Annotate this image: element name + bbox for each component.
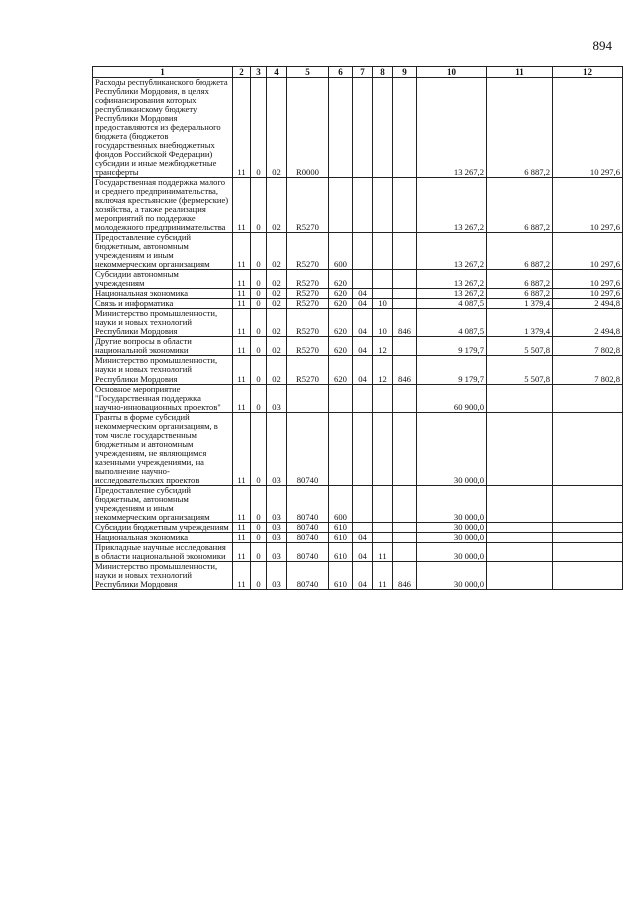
cell-expense-type: 610 (329, 522, 353, 532)
cell-code-3: 0 (251, 356, 267, 384)
cell-section: 04 (353, 337, 373, 356)
cell-item-name: Министерство промышленности, науки и новых технологий Республики Мордовия (93, 309, 233, 337)
cell-code-3: 0 (251, 78, 267, 178)
cell-code-2: 11 (233, 78, 251, 178)
cell-amount-col-10: 13 267,2 (417, 178, 487, 233)
cell-target-article: R5270 (287, 178, 329, 233)
cell-item-name: Субсидии автономным учреждениям (93, 270, 233, 289)
cell-subsection (373, 485, 393, 522)
cell-code-3: 0 (251, 384, 267, 412)
cell-amount-col-10: 9 179,7 (417, 337, 487, 356)
cell-item-name: Национальная экономика (93, 289, 233, 299)
cell-code-2: 11 (233, 299, 251, 309)
cell-amount-col-11: 5 507,8 (487, 356, 553, 384)
cell-expense-type: 600 (329, 233, 353, 270)
cell-target-article: 80740 (287, 522, 329, 532)
cell-code-3: 0 (251, 485, 267, 522)
cell-item-name: Основное мероприятие "Государственная поддержка научно-инновационных проектов" (93, 384, 233, 412)
cell-target-article: 80740 (287, 412, 329, 485)
header-cell: 5 (287, 67, 329, 78)
table-row (93, 78, 623, 178)
header-cell: 1 (93, 67, 233, 78)
header-cell: 6 (329, 67, 353, 78)
cell-amount-col-10: 13 267,2 (417, 233, 487, 270)
cell-target-article: R5270 (287, 233, 329, 270)
cell-amount-col-12: 7 802,8 (553, 356, 623, 384)
cell-code-4: 03 (267, 522, 287, 532)
cell-item-name: Расходы республиканского бюджета Республики Мордовия, в целях софинансирования которых республиканскому бюджету Республики Мордовия предоставляются из федерального бюджета (бюджетов государственных внебюджетных фондов Российской Федерации) субсидии и иные межбюджетные трансферты (93, 78, 233, 178)
cell-target-article: R5270 (287, 356, 329, 384)
cell-subsection (373, 412, 393, 485)
cell-subsection: 10 (373, 299, 393, 309)
cell-code-2: 11 (233, 532, 251, 542)
cell-target-article (287, 384, 329, 412)
cell-expense-type: 620 (329, 299, 353, 309)
cell-code-3: 0 (251, 337, 267, 356)
table-row (93, 384, 623, 412)
cell-amount-col-12: 10 297,6 (553, 270, 623, 289)
cell-section (353, 233, 373, 270)
header-cell: 4 (267, 67, 287, 78)
cell-section (353, 270, 373, 289)
cell-section: 04 (353, 356, 373, 384)
cell-code-2: 11 (233, 337, 251, 356)
cell-code-3: 0 (251, 299, 267, 309)
cell-code-4: 02 (267, 78, 287, 178)
cell-code-4: 02 (267, 337, 287, 356)
cell-amount-col-10: 30 000,0 (417, 542, 487, 561)
table-row (93, 356, 623, 384)
header-cell: 8 (373, 67, 393, 78)
cell-amount-col-11 (487, 542, 553, 561)
cell-subsection: 12 (373, 337, 393, 356)
cell-amount-col-10: 30 000,0 (417, 485, 487, 522)
cell-ministry-code (393, 299, 417, 309)
cell-item-name: Прикладные научные исследования в области национальной экономики (93, 542, 233, 561)
cell-code-3: 0 (251, 270, 267, 289)
cell-ministry-code (393, 542, 417, 561)
cell-code-2: 11 (233, 233, 251, 270)
cell-code-2: 11 (233, 270, 251, 289)
cell-expense-type: 620 (329, 270, 353, 289)
cell-amount-col-11 (487, 532, 553, 542)
cell-amount-col-10: 30 000,0 (417, 412, 487, 485)
table-row (93, 178, 623, 233)
cell-code-4: 02 (267, 289, 287, 299)
cell-expense-type: 620 (329, 309, 353, 337)
cell-ministry-code (393, 532, 417, 542)
cell-expense-type: 620 (329, 337, 353, 356)
cell-section (353, 78, 373, 178)
cell-code-2: 11 (233, 309, 251, 337)
cell-amount-col-12 (553, 485, 623, 522)
cell-code-2: 11 (233, 561, 251, 589)
cell-item-name: Министерство промышленности, науки и новых технологий Республики Мордовия (93, 356, 233, 384)
cell-item-name: Предоставление субсидий бюджетным, автономным учреждениям и иным некоммерческим организациям (93, 485, 233, 522)
cell-section: 04 (353, 532, 373, 542)
table-row (93, 309, 623, 337)
cell-amount-col-11: 6 887,2 (487, 270, 553, 289)
cell-ministry-code: 846 (393, 309, 417, 337)
cell-amount-col-11 (487, 561, 553, 589)
cell-expense-type: 620 (329, 356, 353, 384)
cell-code-2: 11 (233, 412, 251, 485)
cell-amount-col-10: 4 087,5 (417, 299, 487, 309)
cell-amount-col-10: 30 000,0 (417, 561, 487, 589)
cell-code-4: 03 (267, 412, 287, 485)
table-header-row (93, 67, 623, 78)
cell-target-article: R5270 (287, 299, 329, 309)
cell-section (353, 178, 373, 233)
cell-code-2: 11 (233, 522, 251, 532)
cell-amount-col-11 (487, 412, 553, 485)
cell-code-4: 03 (267, 542, 287, 561)
cell-target-article: 80740 (287, 561, 329, 589)
cell-section: 04 (353, 561, 373, 589)
cell-section: 04 (353, 309, 373, 337)
cell-amount-col-12 (553, 412, 623, 485)
cell-code-3: 0 (251, 289, 267, 299)
cell-amount-col-10: 13 267,2 (417, 289, 487, 299)
table-row (93, 270, 623, 289)
header-cell: 11 (487, 67, 553, 78)
cell-amount-col-12: 2 494,8 (553, 299, 623, 309)
cell-amount-col-10: 13 267,2 (417, 270, 487, 289)
cell-target-article: 80740 (287, 532, 329, 542)
cell-code-3: 0 (251, 233, 267, 270)
cell-section (353, 522, 373, 532)
cell-target-article: 80740 (287, 542, 329, 561)
cell-subsection (373, 532, 393, 542)
cell-code-3: 0 (251, 522, 267, 532)
cell-subsection: 11 (373, 561, 393, 589)
cell-amount-col-11: 6 887,2 (487, 233, 553, 270)
cell-item-name: Субсидии бюджетным учреждениям (93, 522, 233, 532)
cell-expense-type (329, 78, 353, 178)
cell-subsection: 12 (373, 356, 393, 384)
cell-ministry-code (393, 522, 417, 532)
cell-amount-col-12 (553, 384, 623, 412)
cell-code-4: 03 (267, 561, 287, 589)
table-row (93, 412, 623, 485)
cell-item-name: Государственная поддержка малого и среднего предпринимательства, включая крестьянские (фермерские) хозяйства, а также реализация мероприятий по поддержке молодежного предпринимательства (93, 178, 233, 233)
cell-expense-type (329, 384, 353, 412)
cell-subsection (373, 233, 393, 270)
cell-target-article: R5270 (287, 289, 329, 299)
cell-target-article: R5270 (287, 309, 329, 337)
table-row (93, 522, 623, 532)
cell-expense-type: 600 (329, 485, 353, 522)
cell-code-4: 03 (267, 384, 287, 412)
cell-item-name: Гранты в форме субсидий некоммерческим организациям, в том числе государственным бюджетным и автономным учреждениям, не являющимся казенными учреждениями, на выполнение научно-исследовательских проектов (93, 412, 233, 485)
header-cell: 2 (233, 67, 251, 78)
cell-code-3: 0 (251, 309, 267, 337)
cell-expense-type: 610 (329, 532, 353, 542)
cell-code-4: 02 (267, 178, 287, 233)
cell-ministry-code: 846 (393, 561, 417, 589)
cell-ministry-code (393, 337, 417, 356)
cell-amount-col-12 (553, 542, 623, 561)
cell-amount-col-10: 30 000,0 (417, 522, 487, 532)
cell-amount-col-10: 9 179,7 (417, 356, 487, 384)
cell-code-4: 02 (267, 309, 287, 337)
cell-amount-col-10: 13 267,2 (417, 78, 487, 178)
table-row (93, 485, 623, 522)
cell-subsection (373, 289, 393, 299)
header-cell: 10 (417, 67, 487, 78)
cell-amount-col-12 (553, 522, 623, 532)
cell-amount-col-11 (487, 522, 553, 532)
cell-subsection (373, 522, 393, 532)
cell-code-4: 02 (267, 233, 287, 270)
cell-expense-type: 620 (329, 289, 353, 299)
cell-item-name: Связь и информатика (93, 299, 233, 309)
cell-target-article: 80740 (287, 485, 329, 522)
cell-expense-type (329, 178, 353, 233)
cell-item-name: Национальная экономика (93, 532, 233, 542)
cell-section: 04 (353, 542, 373, 561)
cell-amount-col-12: 7 802,8 (553, 337, 623, 356)
cell-ministry-code (393, 412, 417, 485)
cell-subsection (373, 384, 393, 412)
table-row (93, 532, 623, 542)
cell-ministry-code: 846 (393, 356, 417, 384)
cell-amount-col-10: 4 087,5 (417, 309, 487, 337)
table-row (93, 561, 623, 589)
cell-section (353, 412, 373, 485)
cell-amount-col-11 (487, 485, 553, 522)
cell-expense-type (329, 412, 353, 485)
cell-amount-col-12 (553, 561, 623, 589)
table-row (93, 337, 623, 356)
cell-section: 04 (353, 289, 373, 299)
header-cell: 7 (353, 67, 373, 78)
cell-expense-type: 610 (329, 542, 353, 561)
cell-code-2: 11 (233, 384, 251, 412)
cell-amount-col-11 (487, 384, 553, 412)
table-row (93, 233, 623, 270)
cell-code-3: 0 (251, 412, 267, 485)
cell-section (353, 485, 373, 522)
cell-code-4: 03 (267, 485, 287, 522)
header-cell: 3 (251, 67, 267, 78)
cell-amount-col-10: 60 900,0 (417, 384, 487, 412)
cell-code-2: 11 (233, 356, 251, 384)
cell-amount-col-12 (553, 532, 623, 542)
budget-table (92, 66, 623, 590)
cell-code-2: 11 (233, 542, 251, 561)
cell-amount-col-11: 1 379,4 (487, 309, 553, 337)
cell-amount-col-11: 6 887,2 (487, 289, 553, 299)
cell-ministry-code (393, 270, 417, 289)
cell-amount-col-11: 6 887,2 (487, 78, 553, 178)
cell-code-3: 0 (251, 532, 267, 542)
cell-target-article: R0000 (287, 78, 329, 178)
cell-section (353, 384, 373, 412)
cell-code-4: 02 (267, 356, 287, 384)
cell-amount-col-12: 10 297,6 (553, 178, 623, 233)
table-row (93, 299, 623, 309)
cell-target-article: R5270 (287, 270, 329, 289)
cell-code-2: 11 (233, 178, 251, 233)
cell-subsection: 11 (373, 542, 393, 561)
table-row (93, 289, 623, 299)
cell-code-4: 02 (267, 299, 287, 309)
cell-code-4: 02 (267, 270, 287, 289)
cell-item-name: Министерство промышленности, науки и новых технологий Республики Мордовия (93, 561, 233, 589)
cell-amount-col-10: 30 000,0 (417, 532, 487, 542)
cell-subsection (373, 78, 393, 178)
cell-subsection (373, 178, 393, 233)
cell-code-4: 03 (267, 532, 287, 542)
cell-amount-col-11: 1 379,4 (487, 299, 553, 309)
cell-subsection (373, 270, 393, 289)
header-cell: 12 (553, 67, 623, 78)
cell-subsection: 10 (373, 309, 393, 337)
page-number: 894 (592, 38, 612, 53)
cell-amount-col-12: 10 297,6 (553, 233, 623, 270)
cell-code-3: 0 (251, 178, 267, 233)
cell-code-3: 0 (251, 561, 267, 589)
cell-ministry-code (393, 485, 417, 522)
cell-amount-col-12: 2 494,8 (553, 309, 623, 337)
cell-item-name: Предоставление субсидий бюджетным, автономным учреждениям и иным некоммерческим организациям (93, 233, 233, 270)
cell-expense-type: 610 (329, 561, 353, 589)
table-row (93, 542, 623, 561)
cell-ministry-code (393, 289, 417, 299)
cell-amount-col-12: 10 297,6 (553, 78, 623, 178)
cell-item-name: Другие вопросы в области национальной экономики (93, 337, 233, 356)
cell-ministry-code (393, 178, 417, 233)
cell-amount-col-11: 5 507,8 (487, 337, 553, 356)
cell-code-3: 0 (251, 542, 267, 561)
cell-code-2: 11 (233, 485, 251, 522)
cell-ministry-code (393, 233, 417, 270)
cell-ministry-code (393, 78, 417, 178)
cell-code-2: 11 (233, 289, 251, 299)
cell-amount-col-12: 10 297,6 (553, 289, 623, 299)
cell-section: 04 (353, 299, 373, 309)
cell-amount-col-11: 6 887,2 (487, 178, 553, 233)
header-cell: 9 (393, 67, 417, 78)
cell-target-article: R5270 (287, 337, 329, 356)
cell-ministry-code (393, 384, 417, 412)
